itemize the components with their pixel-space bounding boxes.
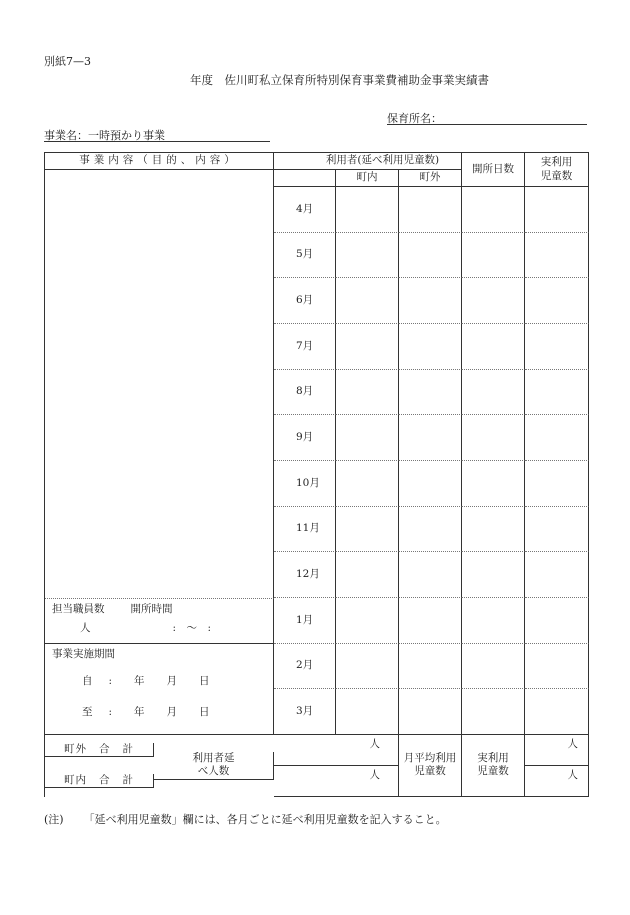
users-header-text: 利用者(延べ利用児童数) [325,154,440,167]
actual-users-cell[interactable] [525,233,589,279]
actual-users-out-value[interactable]: 人 [525,735,589,766]
month-label: 3月 [274,689,336,735]
month-label: 11月 [274,507,336,553]
actual-users-cell[interactable] [525,552,589,598]
month-label: 6月 [274,278,336,324]
actual-users-cell[interactable] [525,370,589,416]
open-days-cell[interactable] [462,415,525,461]
from-label: 自 [82,674,93,687]
open-days-cell[interactable] [462,461,525,507]
month-label: 12月 [274,552,336,598]
month-label: 4月 [274,187,336,233]
actual-users-cell[interactable] [525,187,589,233]
open-days-cell[interactable] [462,644,525,690]
open-days-cell[interactable] [462,370,525,416]
total-users-label-line1: 利用者延 [192,752,235,765]
note-text: 「延べ利用児童数」欄には、各月ごとに延べ利用児童数を記入すること。 [83,813,447,826]
out-town-count-cell[interactable] [399,644,462,690]
content-header: 事業内容（目的、内容） [45,153,274,170]
actual-users-cell[interactable] [525,689,589,735]
document-id: 別紙7—3 [44,55,91,68]
content-input-area[interactable] [45,170,274,598]
to-day-unit: 日 [199,705,210,718]
open-days-cell[interactable] [462,278,525,324]
actual-users-header-line1: 実利用 [540,156,573,169]
in-town-count-cell[interactable] [336,278,399,324]
period-to-row [82,706,210,719]
out-town-total-value[interactable]: 人 [274,735,399,766]
open-hours-label: 開所時間 [130,602,173,615]
period-from-row [82,675,210,688]
out-town-count-cell[interactable] [399,461,462,507]
out-town-count-cell[interactable] [399,233,462,279]
time-range: : 〜 : [172,622,212,635]
in-town-count-cell[interactable] [336,370,399,416]
month-label: 10月 [274,461,336,507]
monthly-average-label [399,735,462,797]
open-days-cell[interactable] [462,689,525,735]
in-town-count-cell[interactable] [336,415,399,461]
actual-users-cell[interactable] [525,461,589,507]
in-town-count-cell[interactable] [336,233,399,279]
in-town-count-cell[interactable] [336,461,399,507]
implementation-period-block[interactable] [45,644,274,735]
actual-users-cell[interactable] [525,278,589,324]
period-label: 事業実施期間 [52,647,115,660]
open-days-cell[interactable] [462,552,525,598]
month-subheader-blank [274,170,336,187]
actual-users-cell[interactable] [525,598,589,644]
actual-users-cell[interactable] [525,324,589,370]
monthly-average-line2: 児童数 [414,765,446,778]
in-town-total-label: 町内 合 計 [45,774,154,788]
open-days-cell[interactable] [462,507,525,553]
to-year-unit: 年 [134,705,145,718]
to-colon: : [108,705,113,718]
from-year-unit: 年 [134,674,145,687]
out-town-count-cell[interactable] [399,507,462,553]
in-town-total-value[interactable]: 人 [274,766,399,797]
actual-users-header-line2: 児童数 [540,169,573,182]
month-label: 1月 [274,598,336,644]
users-header [274,153,462,170]
facility-name-label: 保育所名： [387,112,442,125]
actual-users-summary-line1: 実利用 [477,752,509,765]
out-town-count-cell[interactable] [399,689,462,735]
actual-users-cell[interactable] [525,644,589,690]
project-name-underline [44,141,270,142]
out-town-count-cell[interactable] [399,552,462,598]
in-town-count-cell[interactable] [336,507,399,553]
in-town-count-cell[interactable] [336,324,399,370]
to-month-unit: 月 [166,705,178,718]
month-label: 8月 [274,370,336,416]
staff-unit: 人 [80,622,91,635]
summary-left-block [45,735,274,797]
month-label: 2月 [274,644,336,690]
out-town-count-cell[interactable] [399,598,462,644]
total-users-label [154,752,274,779]
actual-users-cell[interactable] [525,507,589,553]
month-label: 9月 [274,415,336,461]
open-days-cell[interactable] [462,187,525,233]
out-town-count-cell[interactable] [399,324,462,370]
open-days-cell[interactable] [462,598,525,644]
out-town-count-cell[interactable] [399,415,462,461]
actual-users-in-value[interactable]: 人 [525,766,589,797]
project-name-label: 事業名：一時預かり事業 [44,129,165,142]
in-town-count-cell[interactable] [336,598,399,644]
from-month-unit: 月 [166,674,178,687]
staff-and-hours-block[interactable] [45,598,274,644]
report-table [44,152,589,797]
actual-users-header [525,153,589,187]
facility-name-field[interactable] [387,124,587,125]
out-town-count-cell[interactable] [399,187,462,233]
monthly-average-line1: 月平均利用 [403,752,457,765]
open-days-cell[interactable] [462,233,525,279]
open-days-header: 開所日数 [462,153,525,187]
in-town-header: 町内 [336,170,399,187]
note [44,811,447,827]
to-label: 至 [82,705,93,718]
from-day-unit: 日 [199,674,210,687]
out-town-count-cell[interactable] [399,278,462,324]
actual-users-summary-line2: 児童数 [477,765,509,778]
total-users-label-line2: べ人数 [197,765,230,778]
open-days-cell[interactable] [462,324,525,370]
in-town-count-cell[interactable] [336,552,399,598]
in-town-count-cell[interactable] [336,644,399,690]
out-town-total-label: 町外 合 計 [45,743,154,757]
out-town-header: 町外 [399,170,462,187]
out-town-count-cell[interactable] [399,370,462,416]
note-prefix: (注) [44,813,64,826]
month-label: 5月 [274,233,336,279]
in-town-count-cell[interactable] [336,187,399,233]
staff-count-label: 担当職員数 [52,602,105,615]
in-town-count-cell[interactable] [336,689,399,735]
actual-users-summary-label [462,735,525,797]
from-colon: : [108,674,113,687]
document-title: 年度 佐川町私立保育所特別保育事業費補助金事業実績書 [190,73,489,87]
actual-users-cell[interactable] [525,415,589,461]
month-label: 7月 [274,324,336,370]
